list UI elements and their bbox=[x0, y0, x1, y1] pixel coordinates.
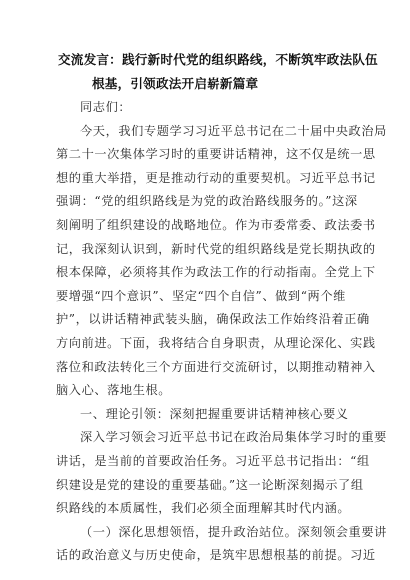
salutation: 同志们： bbox=[80, 100, 132, 114]
paragraph-line: 要增强“四个意识”、坚定“四个自信”、做到“两个维 bbox=[56, 288, 346, 303]
paragraph-line: 深入学习领会习近平总书记在政治局集体学习时的重要 bbox=[80, 430, 387, 445]
paragraph-line: 第二十一次集体学习时的重要讲话精神，这不仅是统一思 bbox=[56, 147, 376, 162]
section-heading: 一、理论引领：深刻把握重要讲话精神核心要义 bbox=[80, 406, 349, 421]
document-body bbox=[56, 96, 387, 568]
paragraph-line: 根本保障，必须将其作为政法工作的行动指南。全党上下 bbox=[56, 265, 376, 280]
paragraph-line: 想的重大举措，更是推动行动的重要契机。习近平总书记 bbox=[56, 170, 376, 185]
paragraph-line: 话的政治意义与历史使命，是筑牢思想根基的前提。习近 bbox=[56, 548, 376, 563]
title-line-2: 根基，引领政法开启崭新篇章 bbox=[92, 76, 259, 91]
paragraph-line: 织建设是党的建设的重要基础。”这一论断深刻揭示了组 bbox=[56, 477, 364, 492]
paragraph-line: 脑入心、落地生根。 bbox=[56, 383, 172, 398]
paragraph-line: 织路线的本质属性，我们必须全面理解其时代内涵。 bbox=[56, 501, 351, 516]
paragraph-line: 讲话，是当前的首要政治任务。习近平总书记指出：“组 bbox=[56, 453, 370, 468]
subsection-heading-line: （一）深化思想领悟，提升政治站位。深刻领会重要讲 bbox=[80, 524, 387, 539]
paragraph-line: 今天，我们专题学习习近平总书记在二十届中央政治局 bbox=[80, 123, 387, 138]
paragraph-line: 落位和政法转化三个方面进行交流研讨，以期推动精神入 bbox=[56, 359, 376, 374]
paragraph-line: 刻阐明了组织建设的战略地位。作为市委常委、政法委书 bbox=[56, 217, 376, 232]
paragraph-line: 记，我深刻认识到，新时代党的组织路线是党长期执政的 bbox=[56, 241, 376, 256]
document-title bbox=[58, 48, 378, 96]
paragraph-line: 强调：“党的组织路线是为党的政治路线服务的。”这深 bbox=[56, 194, 358, 209]
paragraph-line: 方向前进。下面，我将结合自身职责，从理论深化、实践 bbox=[56, 335, 376, 350]
paragraph-line: 护”，以讲话精神武装头脑，确保政法工作始终沿着正确 bbox=[56, 312, 370, 327]
title-line-1: 交流发言：践行新时代党的组织路线，不断筑牢政法队伍 bbox=[58, 52, 378, 67]
